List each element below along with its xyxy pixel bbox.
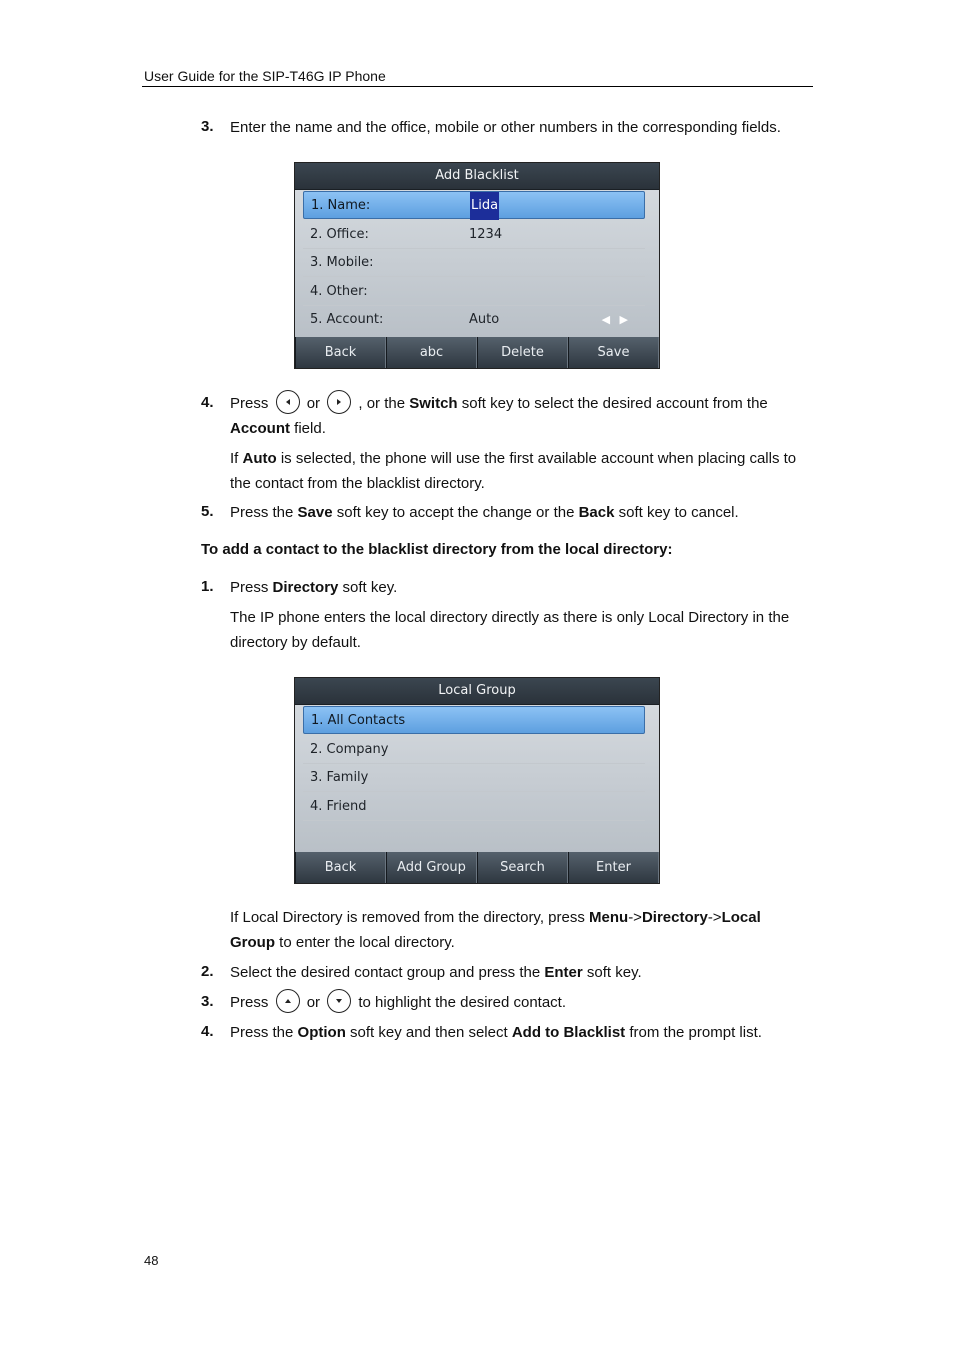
softkey-delete: Delete	[477, 337, 568, 368]
directory-note: The IP phone enters the local directory directly as there is only Local Directory in the directory by default.	[230, 609, 790, 651]
step-number: 2.	[201, 963, 214, 980]
step-text: Press the Option soft key and then select Add to Blacklist from the prompt list.	[230, 1024, 762, 1041]
group-row-friend: 4. Friend	[303, 793, 645, 821]
screen-title: Local Group	[295, 678, 659, 705]
step-text: Press or to highlight the desired contact.	[230, 990, 566, 1015]
row-label: 4. Other:	[310, 284, 368, 299]
softkey-enter: Enter	[568, 852, 659, 883]
step-number: 5.	[201, 503, 214, 520]
page-number: 48	[144, 1253, 159, 1268]
group-row-company: 2. Company	[303, 736, 645, 764]
running-header: User Guide for the SIP-T46G IP Phone	[144, 68, 386, 84]
header-rule	[142, 86, 813, 87]
row-label: 3. Mobile:	[310, 255, 374, 270]
local-group-screenshot	[294, 677, 660, 884]
name-row	[303, 191, 645, 219]
softkey-add-group: Add Group	[386, 852, 477, 883]
step-number: 3.	[201, 118, 214, 135]
step-number: 4.	[201, 1023, 214, 1040]
screen-body	[295, 705, 659, 852]
other-row	[303, 278, 645, 306]
group-row-all-contacts: 1. All Contacts	[303, 706, 645, 734]
softkey-abc: abc	[386, 337, 477, 368]
row-value: Lida	[470, 192, 499, 220]
up-key-icon	[276, 989, 300, 1013]
procedure-heading: To add a contact to the blacklist directory from the local directory:	[201, 541, 673, 558]
step-text: Press the Save soft key to accept the change or the Back soft key to cancel.	[230, 504, 739, 521]
row-value: Auto	[469, 312, 500, 327]
left-right-arrows-icon: ◀ ▶	[601, 313, 631, 326]
down-key-icon	[327, 989, 351, 1013]
right-key-icon	[327, 390, 351, 414]
screen-title: Add Blacklist	[295, 163, 659, 190]
local-directory-note: If Local Directory is removed from the directory, press Menu->Directory->Local Group to enter the local directory.	[230, 909, 761, 951]
screen-body	[295, 190, 659, 337]
group-row-family: 3. Family	[303, 764, 645, 792]
softkey-bar	[295, 337, 659, 368]
step-number: 1.	[201, 578, 214, 595]
step-number: 3.	[201, 993, 214, 1010]
softkey-search: Search	[477, 852, 568, 883]
softkey-save: Save	[568, 337, 659, 368]
softkey-bar	[295, 852, 659, 883]
step-text: Select the desired contact group and press the Enter soft key.	[230, 964, 642, 981]
account-row	[303, 306, 645, 334]
step-text: Enter the name and the office, mobile or other numbers in the corresponding fields.	[230, 119, 781, 136]
step-number: 4.	[201, 394, 214, 411]
add-blacklist-screenshot	[294, 162, 660, 369]
row-label: 5. Account:	[310, 312, 384, 327]
step-text: Press or , or the Switch soft key to select the desired account from the Account field.	[230, 391, 820, 441]
row-label: 1. Name:	[311, 198, 371, 213]
left-key-icon	[276, 390, 300, 414]
auto-note: If Auto is selected, the phone will use the first available account when placing calls to the contact from the blacklist directory.	[230, 450, 797, 492]
step-text: Press Directory soft key.	[230, 579, 398, 596]
softkey-back: Back	[295, 337, 386, 368]
row-value: 1234	[469, 227, 503, 242]
row-label: 2. Office:	[310, 227, 369, 242]
softkey-back: Back	[295, 852, 386, 883]
mobile-row	[303, 249, 645, 277]
office-row	[303, 221, 645, 249]
